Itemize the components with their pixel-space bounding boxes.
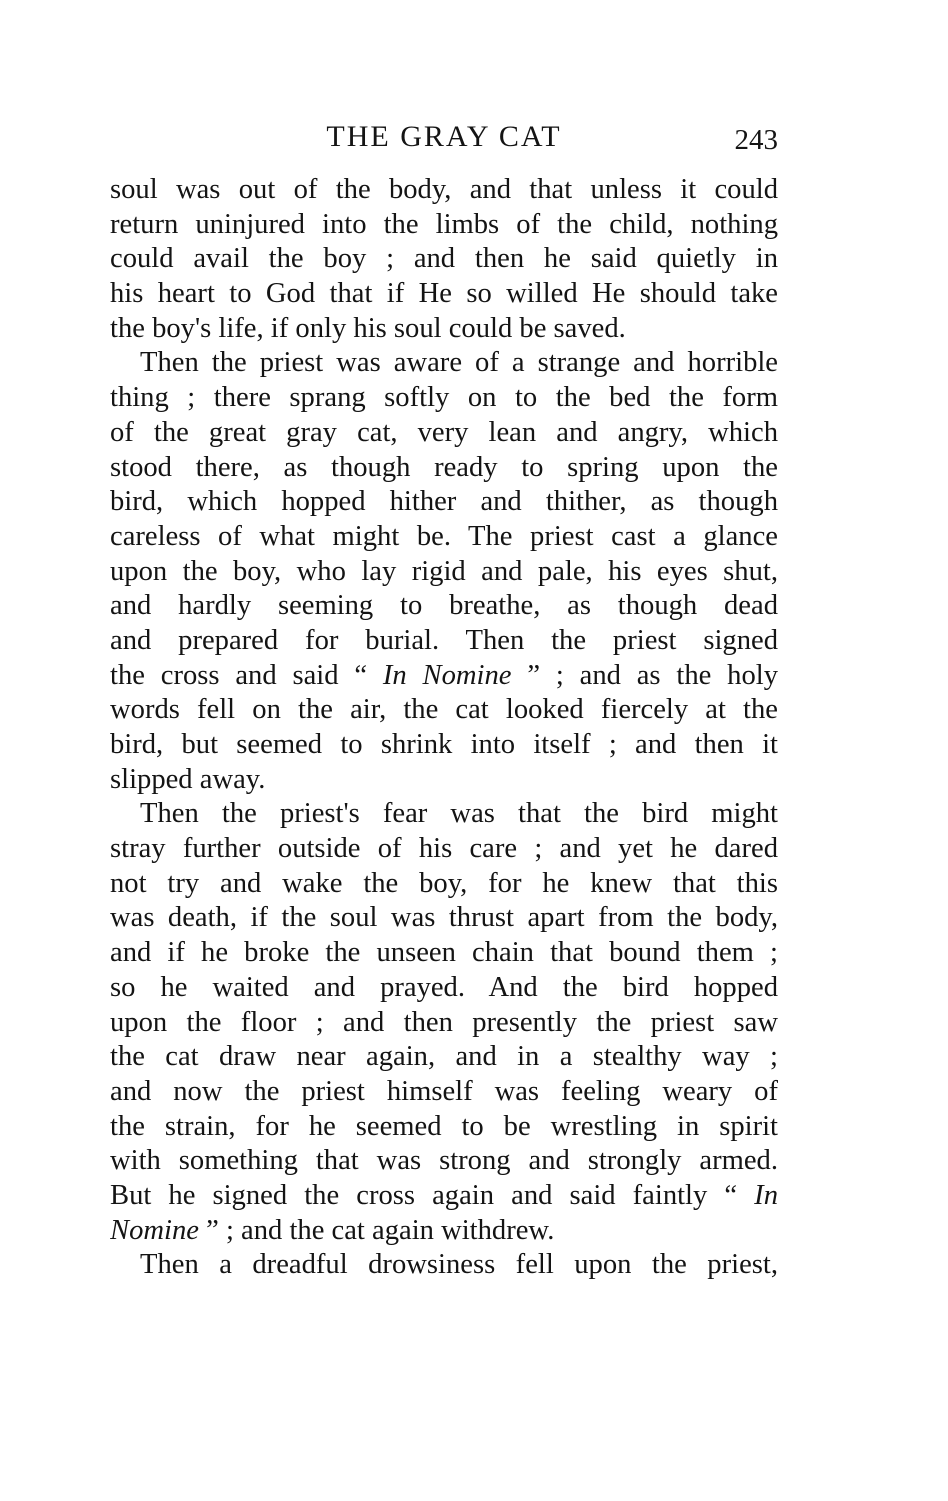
text-line: Then a dreadful drowsiness fell upon the priest, [140, 1249, 778, 1281]
text-line: of the great gray cat, very lean and angry, which [110, 416, 778, 448]
text-line: careless of what might be. The priest cast a glance [110, 520, 778, 552]
text-line: return uninjured into the limbs of the child, nothing [110, 208, 778, 240]
page-number: 243 [734, 124, 778, 156]
italic-phrase: In [754, 1179, 778, 1211]
text-line: bird, but seemed to shrink into itself ; and then it [110, 729, 778, 760]
running-head [110, 117, 778, 157]
text-line: stray further outside of his care ; and yet he dared [110, 833, 778, 865]
text-line: his heart to God that if He so willed He should take [110, 278, 778, 310]
text-line: the cat draw near again, and in a stealthy way ; [110, 1041, 778, 1073]
text-line: upon the floor ; and then presently the priest saw [110, 1006, 778, 1038]
text-segment: ” ; and as the holy [511, 659, 778, 691]
text-line: Then the priest was aware of a strange and horrible [140, 347, 778, 379]
text-line: soul was out of the body, and that unless it could [110, 174, 778, 205]
italic-phrase: Nomine [110, 1214, 199, 1246]
text-line: and now the priest himself was feeling weary of [110, 1075, 778, 1107]
chapter-title: THE GRAY CAT [326, 120, 562, 153]
text-line [110, 659, 778, 694]
text-segment: ” ; and the cat again withdrew. [198, 1214, 555, 1246]
text-segment: But he signed the cross again and said faintly “ [110, 1179, 755, 1211]
text-line: and hardly seeming to breathe, as though dead [110, 590, 778, 622]
text-line [110, 1179, 778, 1214]
text-line: so he waited and prayed. And the bird hopped [110, 971, 778, 1003]
text-line: thing ; there sprang softly on to the bed the form [110, 382, 778, 414]
text-line: stood there, as though ready to spring upon the [110, 451, 778, 483]
text-line: bird, which hopped hither and thither, as though [110, 486, 778, 518]
text-line: upon the boy, who lay rigid and pale, his eyes shut, [110, 555, 778, 587]
text-line: and prepared for burial. Then the priest signed [110, 624, 778, 656]
text-line: slipped away. [110, 763, 266, 795]
text-line: not try and wake the boy, for he knew that this [110, 867, 778, 899]
text-line: and if he broke the unseen chain that bound them ; [110, 937, 778, 969]
text-segment: the cross and said “ [110, 659, 383, 691]
italic-phrase: In Nomine [382, 659, 512, 691]
text-line: Then the priest's fear was that the bird might [140, 798, 778, 830]
text-line: the boy's life, if only his soul could be saved. [110, 312, 626, 344]
text-line [110, 1214, 778, 1249]
text-line: could avail the boy ; and then he said quietly in [110, 243, 778, 275]
body-text [110, 173, 778, 1283]
text-line: was death, if the soul was thrust apart from the body, [110, 902, 778, 934]
text-line: the strain, for he seemed to be wrestling in spirit [110, 1110, 778, 1142]
text-line: with something that was strong and strongly armed. [110, 1145, 778, 1177]
text-line: words fell on the air, the cat looked fiercely at the [110, 694, 778, 726]
